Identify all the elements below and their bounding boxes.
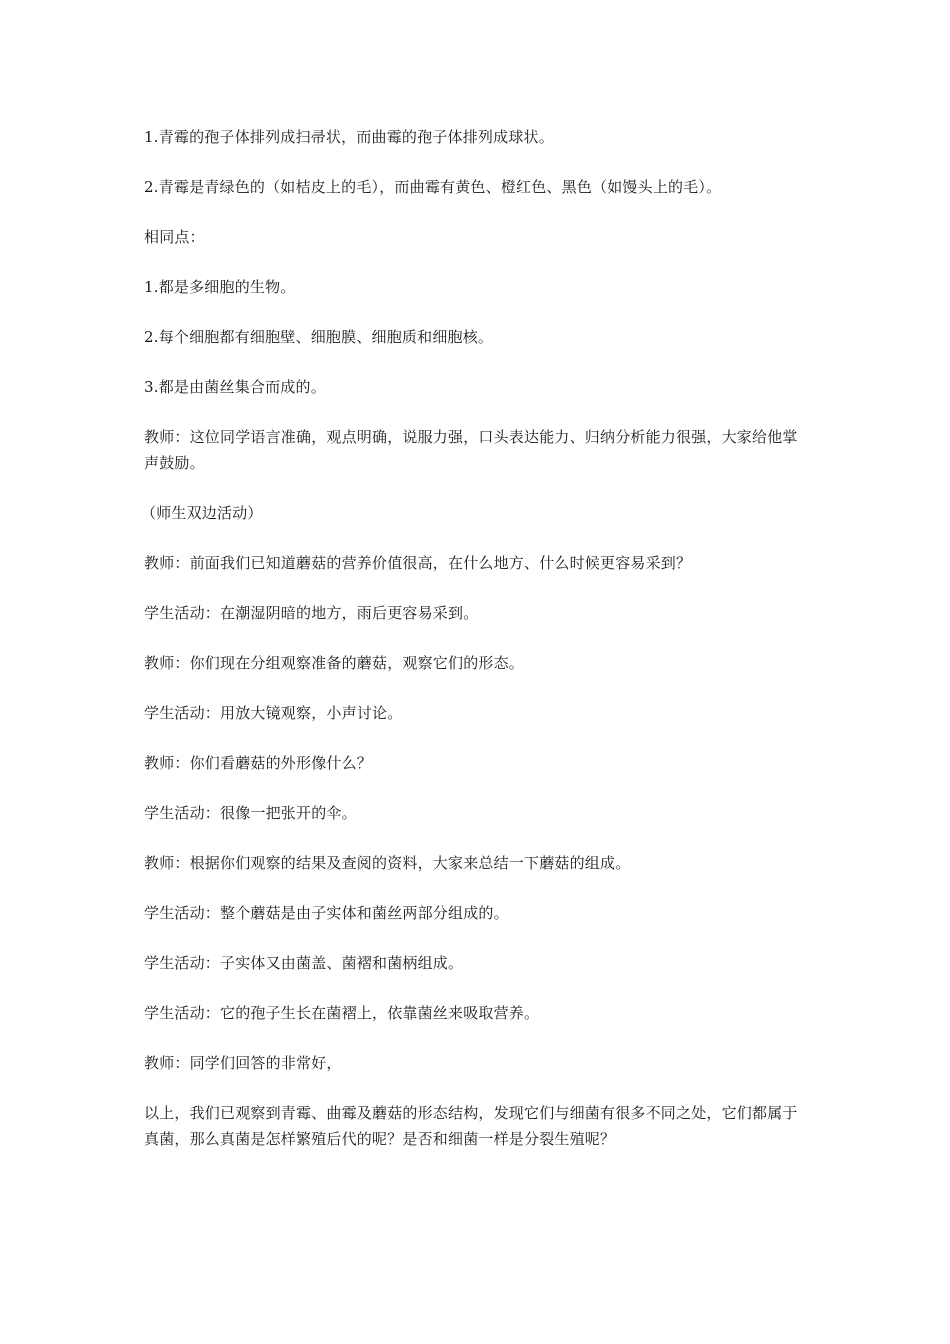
- paragraph-activity-note: （师生双边活动）: [141, 504, 263, 522]
- paragraph-student-activity-1: 学生活动：用放大镜观察，小声讨论。: [144, 704, 403, 722]
- paragraph-similarity-3: 3.都是由菌丝集合而成的。: [144, 378, 326, 396]
- paragraph-teacher-summary-prompt: 教师：根据你们观察的结果及查阅的资料，大家来总结一下蘑菇的组成。: [144, 854, 631, 872]
- paragraph-student-answer-3: 学生活动：整个蘑菇是由子实体和菌丝两部分组成的。: [144, 904, 509, 922]
- paragraph-student-answer-4: 学生活动：子实体又由菌盖、菌褶和菌柄组成。: [144, 954, 464, 972]
- paragraph-difference-1: 1.青霉的孢子体排列成扫帚状，而曲霉的孢子体排列成球状。: [144, 128, 554, 146]
- paragraph-teacher-question-2: 教师：你们看蘑菇的外形像什么？: [144, 754, 373, 772]
- paragraph-teacher-question-1: 教师：前面我们已知道蘑菇的营养价值很高，在什么地方、什么时候更容易采到？: [144, 554, 692, 572]
- paragraph-conclusion: 以上，我们已观察到青霉、曲霉及蘑菇的形态结构，发现它们与细菌有很多不同之处，它们都属于真菌，那么真菌是怎样繁殖后代的呢？是否和细菌一样是分裂生殖呢？: [144, 1104, 798, 1148]
- paragraph-student-answer-2: 学生活动：很像一把张开的伞。: [144, 804, 357, 822]
- paragraph-student-answer-1: 学生活动：在潮湿阴暗的地方，雨后更容易采到。: [144, 604, 479, 622]
- paragraph-similarity-2: 2.每个细胞都有细胞壁、细胞膜、细胞质和细胞核。: [144, 328, 494, 346]
- paragraph-teacher-praise: 教师：这位同学语言准确，观点明确，说服力强，口头表达能力、归纳分析能力很强，大家给他掌声鼓励。: [144, 428, 798, 472]
- paragraph-student-answer-5: 学生活动：它的孢子生长在菌褶上，依靠菌丝来吸取营养。: [144, 1004, 540, 1022]
- paragraph-teacher-feedback: 教师：同学们回答的非常好，: [144, 1054, 342, 1072]
- document-page: [141, 124, 812, 1176]
- paragraph-similarities-heading: 相同点：: [144, 228, 205, 246]
- paragraph-difference-2: 2.青霉是青绿色的（如桔皮上的毛），而曲霉有黄色、橙红色、黑色（如馒头上的毛）。: [144, 178, 722, 196]
- paragraph-similarity-1: 1.都是多细胞的生物。: [144, 278, 296, 296]
- paragraph-teacher-instruction: 教师：你们现在分组观察准备的蘑菇，观察它们的形态。: [144, 654, 525, 672]
